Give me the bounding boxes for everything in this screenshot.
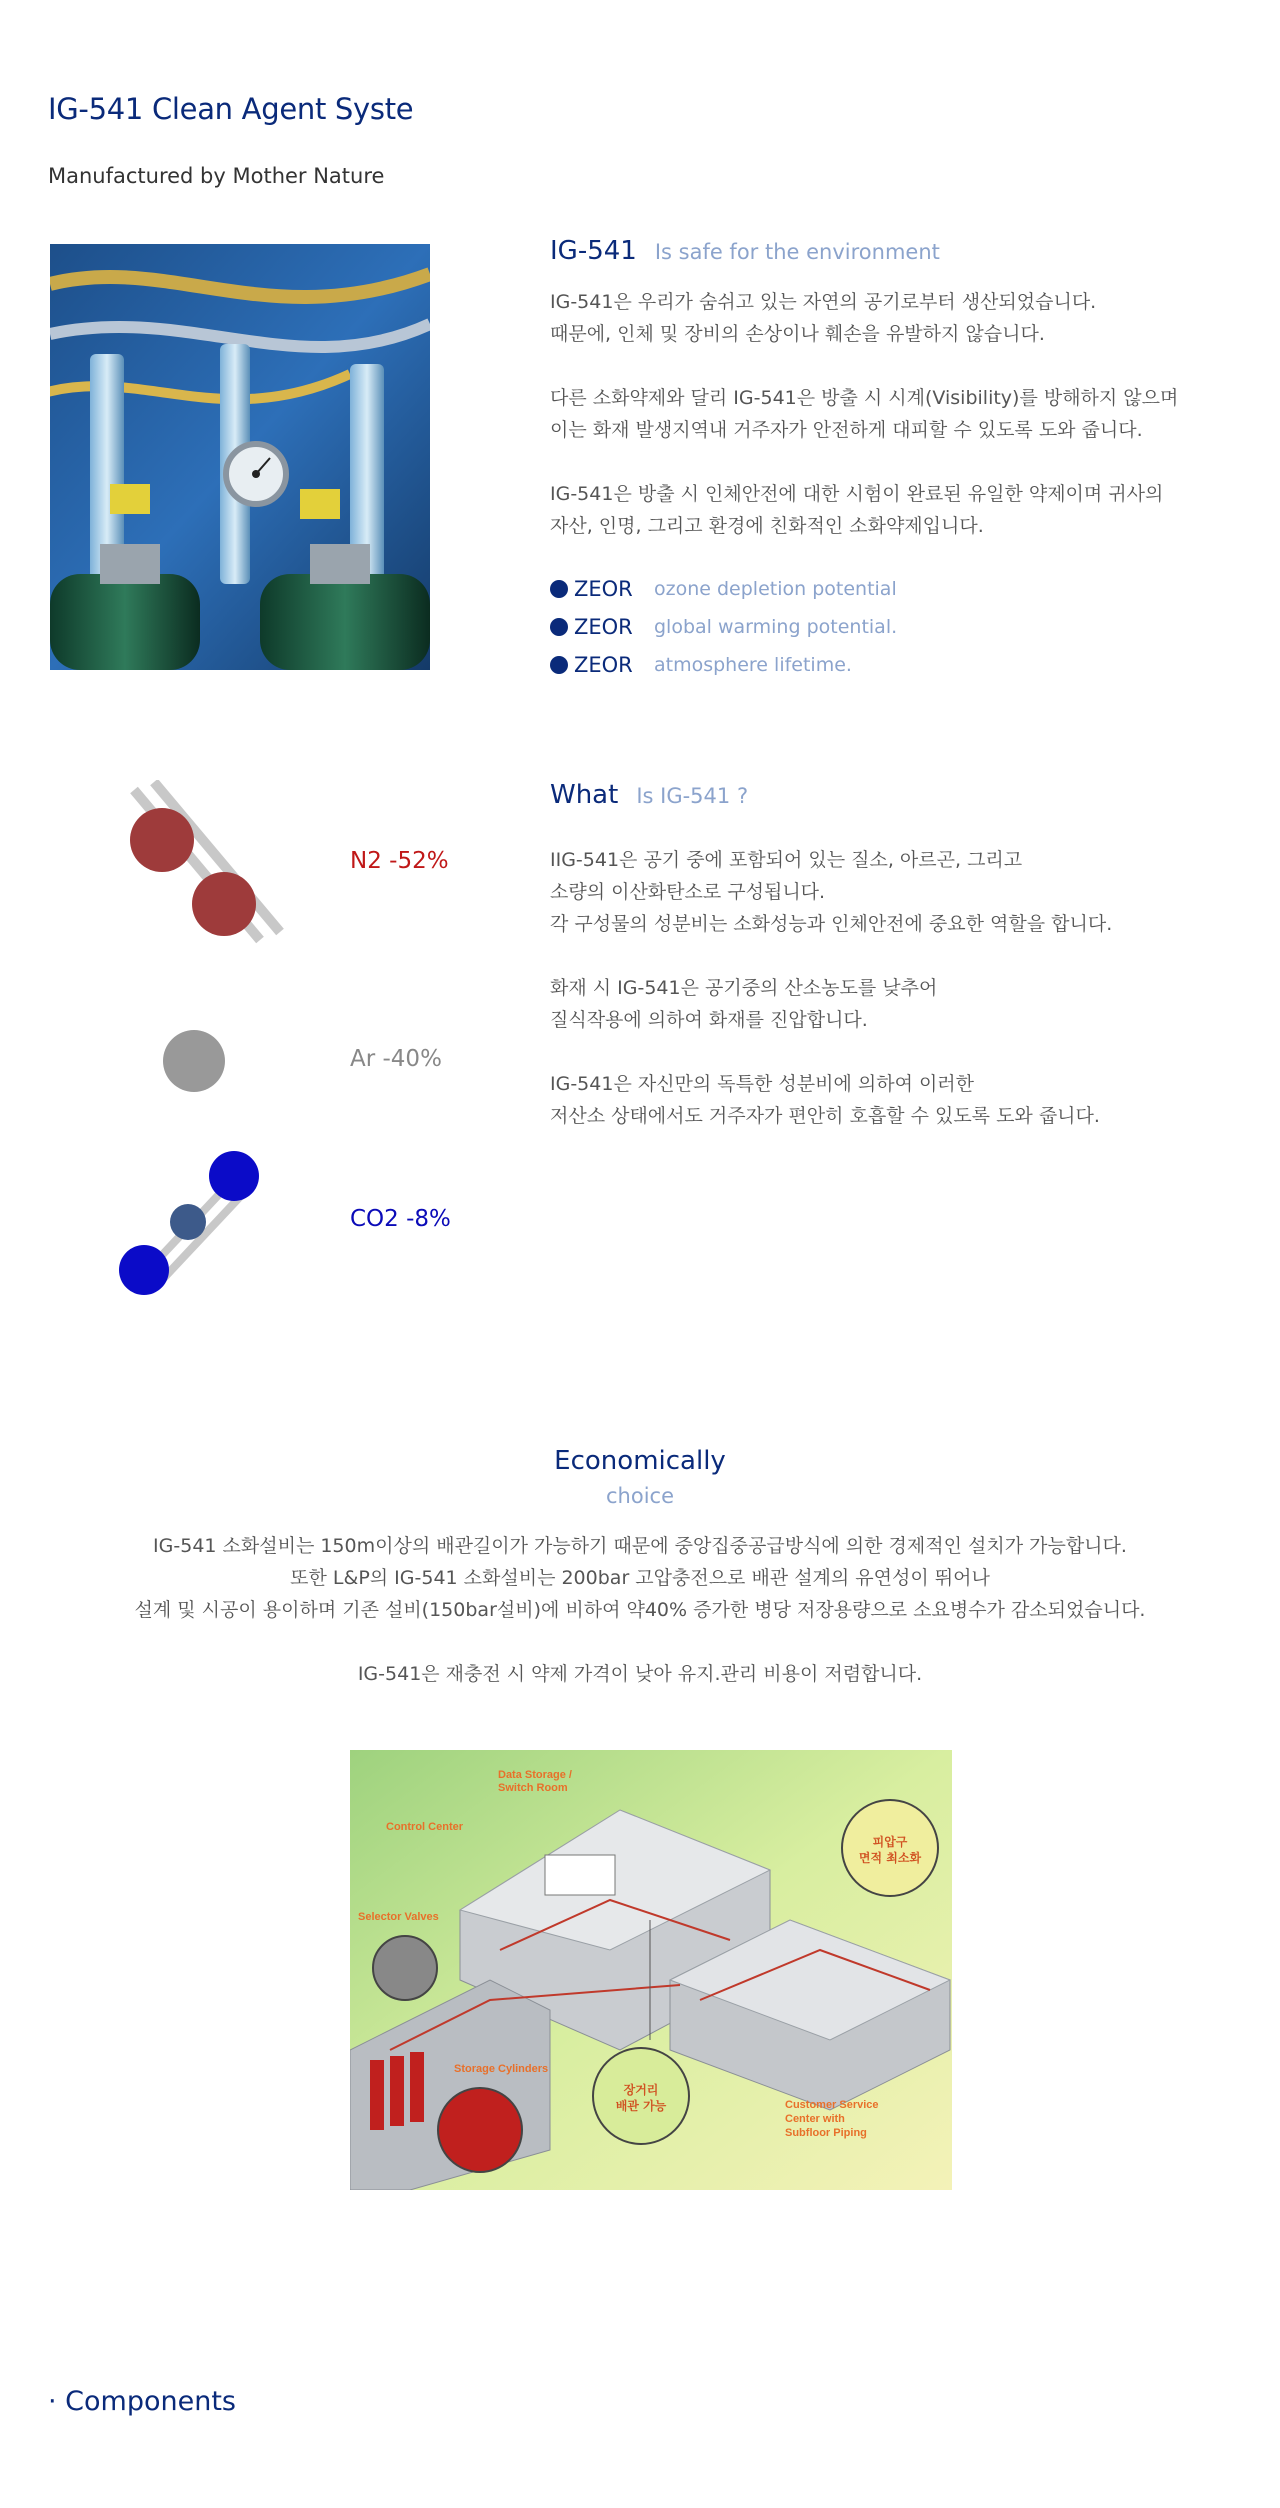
what-heading-sub: Is IG-541 ?	[636, 784, 749, 808]
text-line: 또한 L&P의 IG-541 소화설비는 200bar 고압충전으로 배관 설계의 유연성이 뛰어나	[290, 1567, 990, 1589]
bullet-dot-icon	[550, 580, 568, 598]
zeor-desc: global warming potential.	[654, 616, 898, 638]
label-customer-service: Customer Service	[785, 2099, 879, 2111]
text-line: 다른 소화약제와 달리 IG-541은 방출 시 시계(Visibility)를 방해하지 않으며	[550, 387, 1179, 409]
what-paragraph	[550, 844, 1250, 940]
safety-heading-sub: Is safe for the environment	[654, 240, 940, 264]
bullet-dot-icon	[550, 656, 568, 674]
text-line: 설계 및 시공이 용이하며 기존 설비(150bar설비)에 비하여 약40% 증가한 병당 저장용량으로 소요병수가 감소되었습니다.	[134, 1599, 1146, 1621]
n2-molecule-icon	[130, 782, 280, 940]
zeor-label: ZEOR	[574, 577, 633, 601]
safety-paragraph	[550, 478, 1250, 542]
what-section	[550, 780, 1250, 1132]
bullet-dot-icon	[550, 618, 568, 636]
zeor-item	[550, 608, 1250, 646]
economy-paragraph	[0, 1530, 1280, 1626]
what-paragraph	[550, 1068, 1250, 1132]
safety-paragraph	[550, 382, 1250, 446]
economy-paragraph	[0, 1658, 1280, 1690]
system-diagram	[350, 1750, 952, 2190]
text-line: 자산, 인명, 그리고 환경에 친화적인 소화약제입니다.	[550, 515, 984, 537]
text-line: 저산소 상태에서도 거주자가 편안히 호흡할 수 있도록 도와 줍니다.	[550, 1105, 1100, 1127]
label-selector-valves: Selector Valves	[358, 1911, 439, 1923]
page-subtitle: Manufactured by Mother Nature	[48, 164, 385, 188]
text-line: IG-541은 자신만의 독특한 성분비에 의하여 이러한	[550, 1073, 975, 1095]
page-title: IG-541 Clean Agent Syste	[48, 92, 414, 126]
label-subfloor-piping: Subfloor Piping	[785, 2127, 867, 2139]
safety-heading-main: IG-541	[550, 236, 637, 266]
text-line: 소량의 이산화탄소로 구성됩니다.	[550, 881, 826, 903]
label-circle2-line2: 배관 가능	[615, 2099, 667, 2113]
molecules-drawing	[110, 780, 330, 1320]
cylinder-valves-photo	[50, 244, 430, 670]
label-circle1-line1: 피압구	[872, 1835, 908, 1849]
zeor-label: ZEOR	[574, 615, 633, 639]
label-control-center: Control Center	[386, 1821, 463, 1833]
text-line: IG-541은 방출 시 인체안전에 대한 시험이 완료된 유일한 약제이며 귀사의	[550, 483, 1164, 505]
text-line: 때문에, 인체 및 장비의 손상이나 훼손을 유발하지 않습니다.	[550, 323, 1045, 345]
label-circle2-line1: 장거리	[623, 2083, 659, 2097]
components-heading: · Components	[48, 2386, 236, 2417]
zeor-item	[550, 570, 1250, 608]
label-customer-service-line2: Center with	[785, 2113, 845, 2125]
text-line: IIG-541은 공기 중에 포함되어 있는 질소, 아르곤, 그리고	[550, 849, 1023, 871]
text-line: IG-541은 재충전 시 약제 가격이 낮아 유지.관리 비용이 저렴합니다.	[357, 1663, 923, 1685]
text-line: 화재 시 IG-541은 공기중의 산소농도를 낮추어	[550, 977, 938, 999]
text-line: 질식작용에 의하여 화재를 진압합니다.	[550, 1009, 868, 1031]
text-line: 각 구성물의 성분비는 소화성능과 인체안전에 중요한 역할을 합니다.	[550, 913, 1113, 935]
zeor-list	[550, 570, 1250, 684]
label-circle1-line2: 면적 최소화	[858, 1851, 922, 1865]
safety-section	[550, 236, 1250, 684]
safety-heading	[550, 236, 1250, 266]
economy-subtitle: choice	[605, 1484, 674, 1508]
safety-paragraph	[550, 286, 1250, 350]
zeor-desc: ozone depletion potential	[654, 578, 897, 600]
ar-atom-icon	[163, 1030, 225, 1092]
co2-label: CO2 -8%	[350, 1206, 451, 1232]
zeor-item	[550, 646, 1250, 684]
text-line: IG-541은 우리가 숨쉬고 있는 자연의 공기로부터 생산되었습니다.	[550, 291, 1097, 313]
economy-section	[0, 1446, 1280, 1690]
co2-molecule-icon	[119, 1151, 259, 1295]
what-heading-main: What	[550, 780, 619, 810]
composition-molecules	[110, 780, 530, 1320]
what-heading	[550, 780, 1250, 810]
label-storage-cylinders: Storage Cylinders	[454, 2063, 549, 2075]
zeor-desc: atmosphere lifetime.	[654, 654, 852, 676]
text-line: IG-541 소화설비는 150m이상의 배관길이가 가능하기 때문에 중앙집중공급방식에 의한 경제적인 설치가 가능합니다.	[153, 1535, 1127, 1557]
n2-label: N2 -52%	[350, 848, 449, 874]
economy-title: Economically	[554, 1446, 726, 1476]
text-line: 이는 화재 발생지역내 거주자가 안전하게 대피할 수 있도록 도와 줍니다.	[550, 419, 1143, 441]
zeor-label: ZEOR	[574, 653, 633, 677]
ar-label: Ar -40%	[350, 1046, 442, 1072]
what-paragraph	[550, 972, 1250, 1036]
label-data-storage: Data Storage /	[498, 1769, 572, 1781]
label-switch-room: Switch Room	[498, 1782, 568, 1794]
